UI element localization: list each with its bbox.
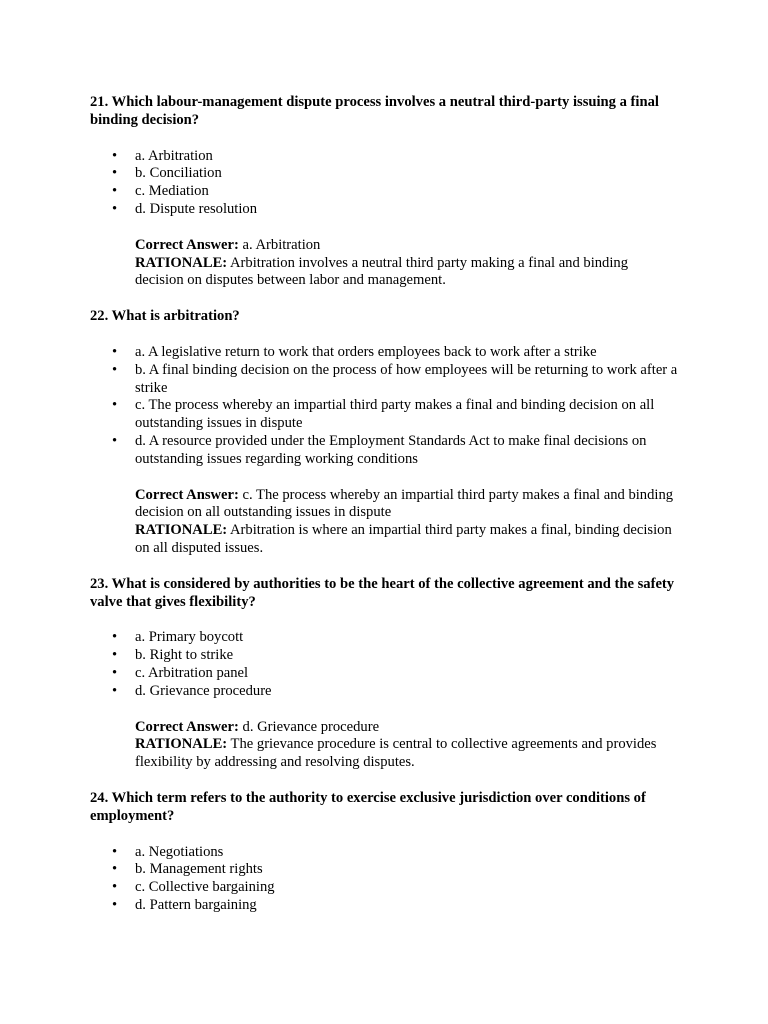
rationale-text: Arbitration involves a neutral third party making a final and binding decision on disputes between labor and management. bbox=[135, 254, 629, 289]
bullet-icon: • bbox=[112, 879, 118, 896]
option-list bbox=[90, 344, 678, 469]
correct-answer bbox=[135, 237, 678, 255]
option-text: d. Grievance procedure bbox=[135, 682, 272, 699]
rationale bbox=[135, 736, 678, 772]
option-item bbox=[112, 343, 678, 362]
option-text: c. The process whereby an impartial third party makes a final and binding decision on all outstanding issues in dispute bbox=[135, 397, 655, 432]
option-text: b. Right to strike bbox=[135, 647, 234, 664]
option-list bbox=[90, 629, 678, 700]
question-title: 24. Which term refers to the authority to exercise exclusive jurisdiction over conditions of employment? bbox=[90, 789, 646, 824]
option-text: b. Management rights bbox=[135, 861, 263, 878]
option-item bbox=[112, 397, 678, 433]
option-text: b. A final binding decision on the process of how employees will be returning to work after a strike bbox=[135, 361, 678, 396]
question-22 bbox=[90, 308, 678, 558]
bullet-icon: • bbox=[112, 361, 118, 378]
bullet-icon: • bbox=[112, 432, 118, 449]
question-24 bbox=[90, 790, 678, 915]
option-item bbox=[112, 200, 678, 219]
option-item bbox=[112, 647, 678, 665]
answer-block bbox=[90, 719, 678, 772]
rationale-label: RATIONALE: bbox=[135, 736, 228, 753]
option-text: d. Pattern bargaining bbox=[135, 896, 257, 913]
option-text: d. Dispute resolution bbox=[135, 200, 258, 217]
correct-answer bbox=[135, 719, 678, 737]
bullet-icon: • bbox=[112, 629, 118, 646]
option-item bbox=[112, 147, 678, 166]
bullet-icon: • bbox=[112, 664, 118, 681]
bullet-icon: • bbox=[112, 647, 118, 664]
bullet-icon: • bbox=[112, 397, 118, 414]
rationale-label: RATIONALE: bbox=[135, 254, 228, 271]
bullet-icon: • bbox=[112, 343, 118, 360]
rationale bbox=[135, 522, 678, 558]
option-item bbox=[112, 629, 678, 647]
option-item bbox=[112, 361, 678, 398]
bullet-icon: • bbox=[112, 861, 118, 878]
answer-block bbox=[90, 487, 678, 558]
option-text: c. Collective bargaining bbox=[135, 879, 275, 896]
bullet-icon: • bbox=[112, 682, 118, 699]
question-title: 21. Which labour-management dispute process involves a neutral third-party issuing a final binding decision? bbox=[90, 94, 659, 128]
option-item bbox=[112, 432, 678, 469]
option-item bbox=[112, 896, 678, 915]
option-item bbox=[112, 861, 678, 879]
option-list bbox=[90, 148, 678, 219]
correct-answer-label: Correct Answer: bbox=[135, 718, 239, 735]
option-item bbox=[112, 664, 678, 683]
option-text: b. Conciliation bbox=[135, 165, 222, 182]
option-text: a. Primary boycott bbox=[135, 629, 244, 646]
correct-answer-text: a. Arbitration bbox=[238, 236, 321, 253]
correct-answer-text: c. The process whereby an impartial third party makes a final and binding decision on all outstanding issues in dispute bbox=[135, 486, 674, 521]
correct-answer-label: Correct Answer: bbox=[135, 236, 239, 253]
question-23 bbox=[90, 576, 678, 772]
correct-answer-text: d. Grievance procedure bbox=[238, 718, 380, 735]
rationale-text: Arbitration is where an impartial third party makes a final, binding decision on all disputed issues. bbox=[135, 522, 672, 556]
option-item bbox=[112, 183, 678, 201]
answer-block bbox=[90, 237, 678, 290]
option-text: a. Negotiations bbox=[135, 843, 224, 860]
bullet-icon: • bbox=[112, 896, 118, 913]
rationale-text: The grievance procedure is central to collective agreements and provides flexibility by addressing and resolving disputes. bbox=[135, 736, 657, 771]
option-text: a. A legislative return to work that orders employees back to work after a strike bbox=[135, 343, 597, 360]
option-text: c. Arbitration panel bbox=[135, 664, 249, 681]
option-item bbox=[112, 879, 678, 897]
option-item bbox=[112, 165, 678, 183]
option-text: a. Arbitration bbox=[135, 147, 213, 164]
bullet-icon: • bbox=[112, 147, 118, 164]
bullet-icon: • bbox=[112, 165, 118, 182]
question-21 bbox=[90, 94, 678, 290]
rationale-label: RATIONALE: bbox=[135, 522, 228, 539]
rationale bbox=[135, 255, 678, 291]
correct-answer-label: Correct Answer: bbox=[135, 486, 239, 503]
option-item bbox=[112, 843, 678, 862]
correct-answer bbox=[135, 487, 678, 523]
option-list bbox=[90, 844, 678, 915]
bullet-icon: • bbox=[112, 843, 118, 860]
question-title: 22. What is arbitration? bbox=[90, 308, 240, 325]
bullet-icon: • bbox=[112, 183, 118, 200]
question-title: 23. What is considered by authorities to be the heart of the collective agreement and the safety valve that gives flexibility? bbox=[90, 575, 675, 610]
option-item bbox=[112, 682, 678, 701]
bullet-icon: • bbox=[112, 200, 118, 217]
option-text: c. Mediation bbox=[135, 183, 209, 200]
option-text: d. A resource provided under the Employment Standards Act to make final decisions on outstanding issues regarding working conditions bbox=[135, 432, 647, 467]
